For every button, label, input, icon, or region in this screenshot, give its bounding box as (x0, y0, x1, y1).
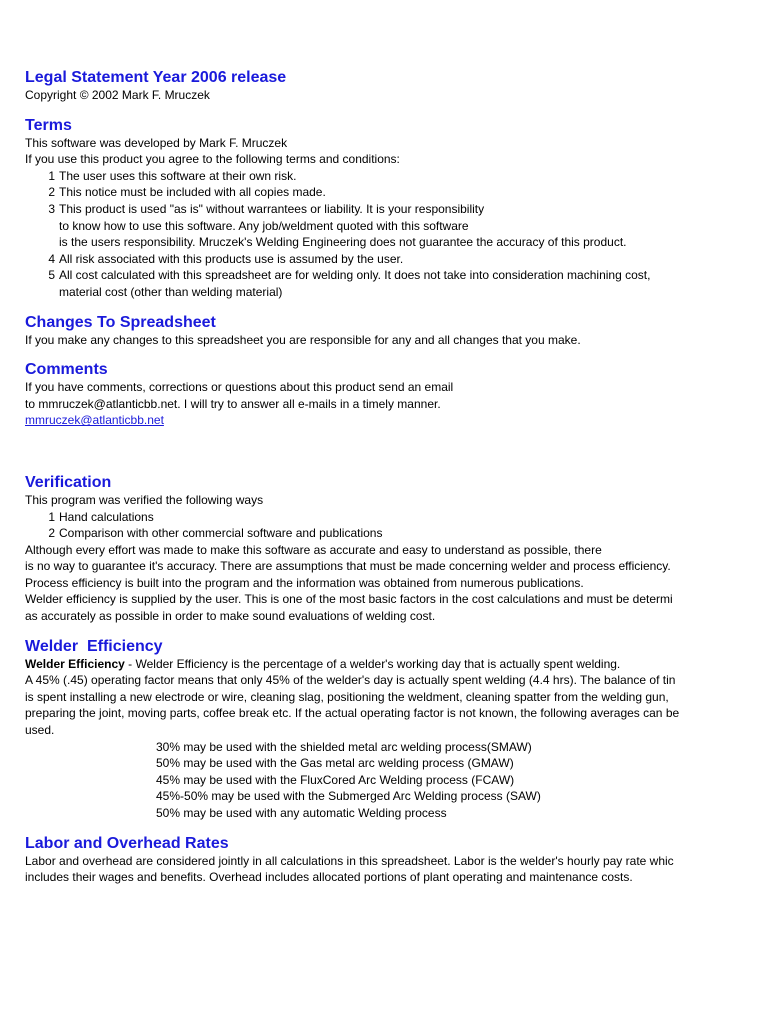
welder-average-item: 45%-50% may be used with the Submerged Arc Welding process (SAW) (156, 789, 541, 804)
welder-para-line: preparing the joint, moving parts, coffee break etc. If the actual operating factor is not known, the following averages can be (25, 706, 680, 721)
changes-text: If you make any changes to this spreadsheet you are responsible for any and all changes that you make. (25, 332, 581, 347)
terms-item-number: 5 (48, 268, 55, 283)
verification-heading: Verification (25, 473, 112, 491)
verification-item-text: Comparison with other commercial software and publications (59, 526, 383, 541)
verification-list (25, 509, 708, 542)
welder-average-item: 50% may be used with the Gas metal arc welding process (GMAW) (156, 756, 514, 771)
changes-heading: Changes To Spreadsheet (25, 313, 216, 331)
welder-average-item: 50% may be used with any automatic Welding process (156, 806, 447, 820)
terms-item-text: is the users responsibility. Mruczek's Welding Engineering does not guarantee the accuracy of this product. (59, 235, 627, 250)
welder-averages-list (25, 739, 708, 822)
verification-item-text: Hand calculations (59, 509, 154, 524)
verification-intro: This program was verified the following ways (25, 492, 264, 507)
verification-item-number: 2 (48, 526, 55, 541)
welder-efficiency-heading: Welder Efficiency (25, 637, 163, 655)
welder-average-item: 30% may be used with the shielded metal arc welding process(SMAW) (156, 739, 532, 754)
terms-item-text: This product is used "as is" without warrantees or liability. It is your responsibility (59, 201, 485, 216)
welder-efficiency-label: Welder Efficiency (25, 656, 125, 671)
verification-para-line: as accurately as possible in order to make sound evaluations of welding cost. (25, 609, 436, 624)
legal-statement-heading: Legal Statement Year 2006 release (25, 69, 287, 86)
terms-list (25, 168, 708, 301)
terms-intro-developer: This software was developed by Mark F. Mruczek (25, 135, 288, 150)
welder-para-line: used. (25, 723, 55, 738)
terms-item-text: material cost (other than welding material) (59, 284, 283, 299)
terms-heading: Terms (25, 116, 72, 134)
verification-para-line: Process efficiency is built into the program and the information was obtained from numerous publications. (25, 575, 584, 590)
comments-heading: Comments (25, 361, 108, 379)
terms-item (25, 251, 708, 268)
email-link[interactable]: mmruczek@atlanticbb.net (25, 413, 164, 428)
verification-item (25, 525, 708, 542)
terms-item (25, 201, 708, 218)
verification-para-line: Welder efficiency is supplied by the user. This is one of the most basic factors in the cost calculations and must be determi (25, 592, 673, 607)
terms-item-text: This notice must be included with all copies made. (59, 185, 326, 200)
verification-para-line: is no way to guarantee it's accuracy. There are assumptions that must be made concerning welder and process efficiency. (25, 559, 671, 574)
terms-item-number: 4 (48, 251, 55, 266)
comments-line-1: If you have comments, corrections or questions about this product send an email (25, 380, 454, 395)
comments-line-2: to mmruczek@atlanticbb.net. I will try to answer all e-mails in a timely manner. (25, 396, 441, 411)
welder-para-line: is spent installing a new electrode or wire, cleaning slag, positioning the weldment, cleaning spatter from the welding gun, (25, 689, 669, 704)
terms-item-number: 1 (48, 168, 55, 183)
terms-item-text: All risk associated with this products use is assumed by the user. (59, 251, 404, 266)
terms-item-number: 3 (48, 201, 55, 216)
welder-para-line: A 45% (.45) operating factor means that only 45% of the welder's day is actually spent welding (4.4 hrs). The balance of tin (25, 673, 676, 688)
terms-item-continuation (25, 234, 708, 251)
terms-item (25, 168, 708, 185)
terms-item-continuation (25, 284, 708, 301)
terms-intro-agree: If you use this product you agree to the following terms and conditions: (25, 152, 400, 167)
verification-item (25, 509, 708, 526)
copyright-line: Copyright © 2002 Mark F. Mruczek (25, 88, 210, 102)
terms-item-continuation (25, 218, 708, 235)
verification-item-number: 1 (48, 509, 55, 524)
document-page (25, 68, 708, 886)
terms-item (25, 184, 708, 201)
verification-para-line: Although every effort was made to make this software as accurate and easy to understand as possible, there (25, 542, 602, 557)
labor-para-line: includes their wages and benefits. Overhead includes allocated portions of plant operating and maintenance costs. (25, 870, 633, 885)
welder-efficiency-definition-text: - Welder Efficiency is the percentage of a welder's working day that is actually spent welding. (124, 656, 621, 671)
labor-overhead-heading: Labor and Overhead Rates (25, 834, 229, 852)
terms-item-text: The user uses this software at their own risk. (59, 168, 297, 183)
terms-item-text: All cost calculated with this spreadsheet are for welding only. It does not take into consideration machining cost, (59, 268, 651, 283)
labor-para-line: Labor and overhead are considered jointly in all calculations in this spreadsheet. Labor is the welder's hourly pay rate whic (25, 853, 674, 868)
terms-item-text: to know how to use this software. Any job/weldment quoted with this software (59, 218, 469, 233)
terms-item-number: 2 (48, 185, 55, 200)
welder-efficiency-definition (25, 656, 708, 673)
welder-average-item: 45% may be used with the FluxCored Arc Welding process (FCAW) (156, 772, 515, 787)
terms-item (25, 267, 708, 284)
